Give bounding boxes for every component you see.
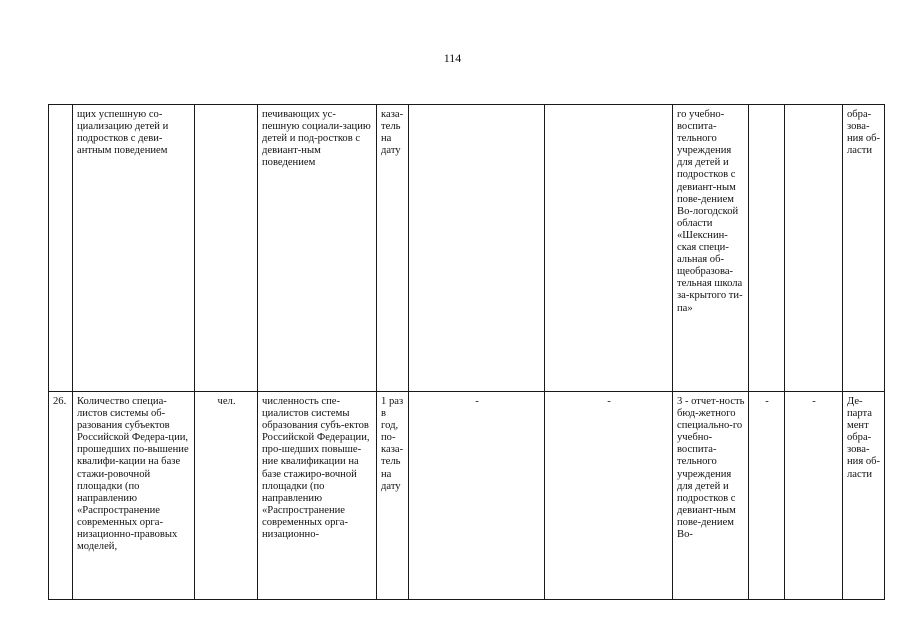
definition-text: численность спе-циалистов системы образования субъ-ектов Российской Федерации, про-шедших повыше-ние квалификации на базе стажиро-вочной площадки (по направлению «Распространение современных орга-низационно- — [262, 396, 370, 541]
indicator-name-text: Количество специа-листов системы об-разования субъектов Российской Федера-ции, прошедших по-вышение квалифи-кации на базе стажи-ровочной площадки (по направлению «Распространение современных орга-низационно-правовых моделей, — [77, 396, 189, 553]
unit-cell: чел. — [195, 392, 258, 600]
indicators-table — [48, 104, 885, 600]
coverage-cell: - — [785, 392, 843, 600]
unit-cell — [195, 105, 258, 392]
row-number-cell — [49, 105, 73, 392]
definition-cell — [258, 105, 377, 392]
row-number-cell: 26. — [49, 392, 73, 600]
period-text: каза-тель на дату — [381, 109, 404, 157]
definition-cell — [258, 392, 377, 600]
definition-text: печивающих ус-пешную социали-зацию детей и под-ростков с девиант-ным поведением — [262, 109, 371, 169]
page-number: 114 — [443, 51, 462, 65]
method-cell — [409, 105, 545, 392]
indicator-name-cell — [73, 105, 195, 392]
indicator-name-text: щих успешную со-циализацию детей и подростков с деви-антным поведением — [77, 109, 169, 157]
period-cell — [377, 392, 409, 600]
method-cell: - — [409, 392, 545, 600]
base-indicators-cell — [545, 105, 673, 392]
responsible-text: обра-зова-ния об-ласти — [847, 109, 881, 157]
table-row — [49, 392, 885, 600]
responsible-cell — [843, 392, 885, 600]
period-cell — [377, 105, 409, 392]
indicator-name-cell — [73, 392, 195, 600]
coverage-cell — [785, 105, 843, 392]
responsible-text: Де-парта мент обра-зова-ния об-ласти — [847, 396, 881, 480]
source-text: 3 - отчет-ность бюд-жетного специально-го учебно-воспита-тельного учреждения для детей и подростков с девиант-ным пове-дением Во- — [677, 396, 745, 541]
source-cell — [673, 392, 749, 600]
source-text: го учебно-воспита-тельного учреждения для детей и подростков с девиант-ным пове-дением Во-логодской области «Шекснин-ская специ-альная об-щеобразова-тельная школа за-крытого ти-па» — [677, 109, 743, 314]
observation-unit-cell: - — [749, 392, 785, 600]
responsible-cell — [843, 105, 885, 392]
base-indicators-cell: - — [545, 392, 673, 600]
table-row — [49, 105, 885, 392]
period-text: 1 раз в год, по-каза-тель на дату — [381, 396, 404, 492]
source-cell — [673, 105, 749, 392]
observation-unit-cell — [749, 105, 785, 392]
